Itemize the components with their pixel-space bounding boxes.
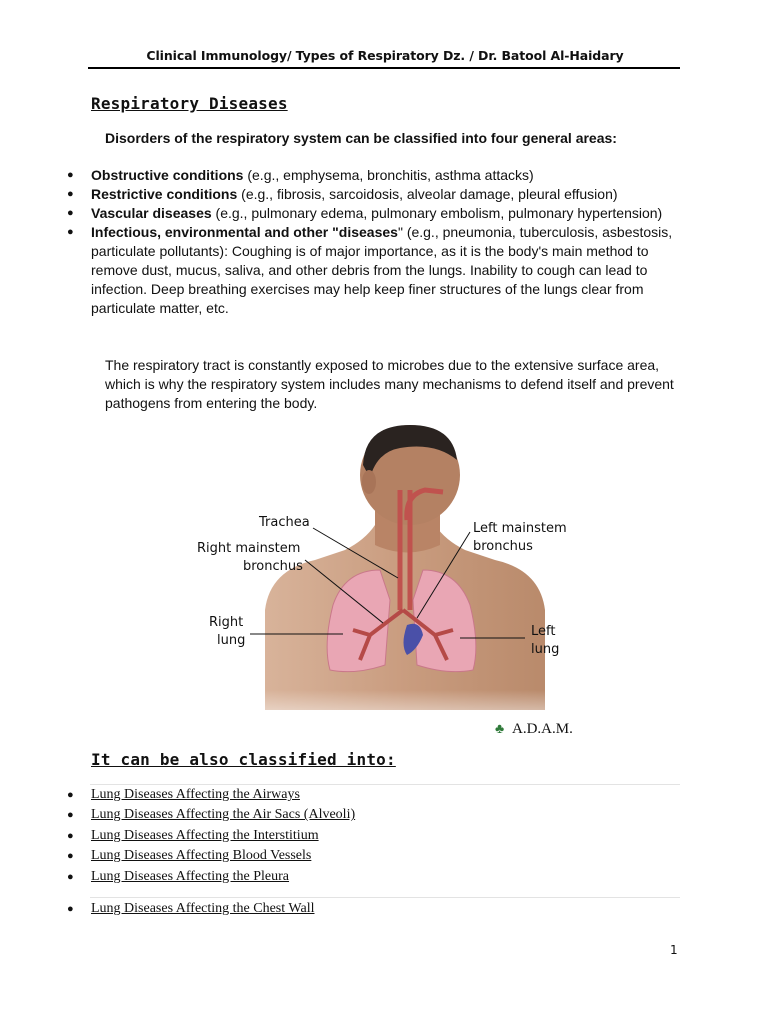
condition-term: Obstructive conditions xyxy=(91,167,244,183)
bullet-icon: ● xyxy=(67,207,74,219)
lung-disease-links xyxy=(64,785,680,887)
label-left-lung-1: Left xyxy=(531,624,556,639)
link-air-sacs[interactable]: Lung Diseases Affecting the Air Sacs (Alveoli) xyxy=(91,807,356,823)
condition-term: Restrictive conditions xyxy=(91,186,238,202)
condition-detail: (e.g., emphysema, bronchitis, asthma attacks) xyxy=(243,167,534,183)
link-blood-vessels[interactable]: Lung Diseases Affecting Blood Vessels xyxy=(91,848,312,864)
link-pleura[interactable]: Lung Diseases Affecting the Pleura xyxy=(91,868,290,884)
list-item xyxy=(64,204,680,223)
list-item xyxy=(64,846,680,866)
bullet-icon: ● xyxy=(67,169,74,181)
section-heading-classified: It can be also classified into: xyxy=(91,750,396,769)
lung-disease-links-extra xyxy=(64,899,314,919)
label-right-mainstem-bronchus: bronchus xyxy=(243,559,303,574)
label-left-lung-2: lung xyxy=(531,642,560,657)
ear-shape xyxy=(362,470,376,494)
bullet-icon: ● xyxy=(67,809,74,822)
condition-detail: " (e.g., pneumonia, tuberculosis, asbestosis, particulate pollutants): Coughing is of major importance, as it is the body's main method to remove dust, mucus, saliva, and other debris from the lungs. Inability to cough can lead to infection. Deep breathing exercises may help keep finer structures of the lungs clear from particulate matter, etc. xyxy=(91,224,673,316)
bullet-icon: ● xyxy=(67,829,74,842)
list-item xyxy=(64,785,680,805)
list-item xyxy=(64,185,680,204)
label-right-mainstem: Right mainstem xyxy=(197,541,301,556)
section-heading-respiratory-diseases: Respiratory Diseases xyxy=(91,94,288,113)
bullet-icon: ● xyxy=(67,903,74,915)
figure-fade xyxy=(255,690,555,740)
header-divider xyxy=(88,67,680,69)
adam-leaf-icon: ♣ xyxy=(495,720,505,736)
page-number: 1 xyxy=(670,943,678,957)
list-item xyxy=(64,166,680,185)
label-trachea: Trachea xyxy=(259,515,310,530)
bullet-icon: ● xyxy=(67,870,74,883)
label-right-lung-2: lung xyxy=(217,633,246,648)
divider xyxy=(90,897,680,898)
page-header: Clinical Immunology/ Types of Respiratory Dz. / Dr. Batool Al-Haidary xyxy=(146,48,624,63)
label-left-mainstem-bronchus: bronchus xyxy=(473,539,533,554)
list-item xyxy=(64,223,680,318)
bullet-icon: ● xyxy=(67,850,74,863)
condition-term: Infectious, environmental and other "diseases xyxy=(91,224,398,240)
bullet-icon: ● xyxy=(67,789,74,801)
adam-credit: A.D.A.M. xyxy=(512,721,573,737)
list-item xyxy=(64,867,680,887)
condition-detail: (e.g., fibrosis, sarcoidosis, alveolar damage, pleural effusion) xyxy=(237,186,618,202)
condition-detail: (e.g., pulmonary edema, pulmonary embolism, pulmonary hypertension) xyxy=(211,205,663,221)
conditions-list xyxy=(64,166,680,318)
label-right-lung-1: Right xyxy=(209,615,244,630)
bullet-icon: ● xyxy=(67,226,74,238)
respiratory-tract-paragraph: The respiratory tract is constantly exposed to microbes due to the extensive surface area, which is why the respiratory system includes many mechanisms to defend itself and prevent pathogens from entering the body. xyxy=(105,357,674,411)
list-item xyxy=(64,826,680,846)
link-airways[interactable]: Lung Diseases Affecting the Airways xyxy=(91,787,300,802)
intro-text: Disorders of the respiratory system can be classified into four general areas: xyxy=(105,130,617,146)
link-interstitium[interactable]: Lung Diseases Affecting the Interstitium xyxy=(91,827,319,843)
label-left-mainstem: Left mainstem xyxy=(473,521,567,536)
bullet-icon: ● xyxy=(67,188,74,200)
respiratory-anatomy-figure xyxy=(195,420,595,740)
list-item xyxy=(64,899,314,919)
condition-term: Vascular diseases xyxy=(91,205,212,221)
list-item xyxy=(64,805,680,825)
link-chest-wall[interactable]: Lung Diseases Affecting the Chest Wall xyxy=(91,901,315,916)
